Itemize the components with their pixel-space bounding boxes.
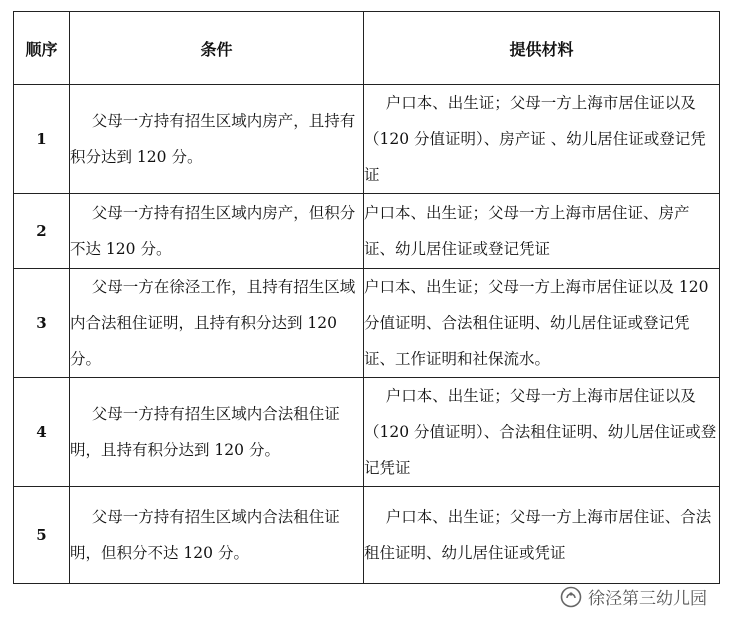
row-condition <box>70 85 364 194</box>
row-condition <box>70 487 364 584</box>
table-row <box>14 487 720 584</box>
row-materials <box>364 269 720 378</box>
row-number: 2 <box>14 194 70 269</box>
materials-text: 户口本、出生证；父母一方上海市居住证、房产证、幼儿居住证或登记凭证 <box>364 204 690 258</box>
requirements-table <box>13 11 720 584</box>
row-materials <box>364 378 720 487</box>
row-number: 3 <box>14 269 70 378</box>
table-header-row <box>14 12 720 85</box>
row-condition <box>70 378 364 487</box>
row-materials <box>364 85 720 194</box>
condition-text: 父母一方持有招生区域内房产，且持有积分达到 120 分。 <box>70 112 356 166</box>
row-number: 5 <box>14 487 70 584</box>
materials-text: 户口本、出生证；父母一方上海市居住证以及 120 分值证明、合法租住证明、幼儿居住证或登记凭证、工作证明和社保流水。 <box>364 278 709 368</box>
materials-text: 户口本、出生证；父母一方上海市居住证以及（120 分值证明）、合法租住证明、幼儿居住证或登记凭证 <box>364 387 717 477</box>
watermark <box>560 584 707 609</box>
row-condition <box>70 194 364 269</box>
row-materials <box>364 194 720 269</box>
header-condition: 条件 <box>70 12 364 85</box>
header-order: 顺序 <box>14 12 70 85</box>
row-number: 4 <box>14 378 70 487</box>
row-number: 1 <box>14 85 70 194</box>
row-condition <box>70 269 364 378</box>
materials-text: 户口本、出生证；父母一方上海市居住证以及（120 分值证明）、房产证 、幼儿居住证或登记凭证 <box>364 94 706 184</box>
row-materials <box>364 487 720 584</box>
condition-text: 父母一方在徐泾工作，且持有招生区域内合法租住证明，且持有积分达到 120 分。 <box>70 278 356 368</box>
condition-text: 父母一方持有招生区域内合法租住证明，且持有积分达到 120 分。 <box>70 405 340 459</box>
materials-text: 户口本、出生证；父母一方上海市居住证、合法租住证明、幼儿居住证或凭证 <box>364 508 712 562</box>
table-row <box>14 378 720 487</box>
table-row <box>14 269 720 378</box>
condition-text: 父母一方持有招生区域内房产，但积分不达 120 分。 <box>70 204 356 258</box>
table-row <box>14 85 720 194</box>
table-row <box>14 194 720 269</box>
wechat-official-account-icon <box>560 586 582 608</box>
watermark-text: 徐泾第三幼儿园 <box>588 589 707 609</box>
header-materials: 提供材料 <box>364 12 720 85</box>
condition-text: 父母一方持有招生区域内合法租住证明，但积分不达 120 分。 <box>70 508 340 562</box>
